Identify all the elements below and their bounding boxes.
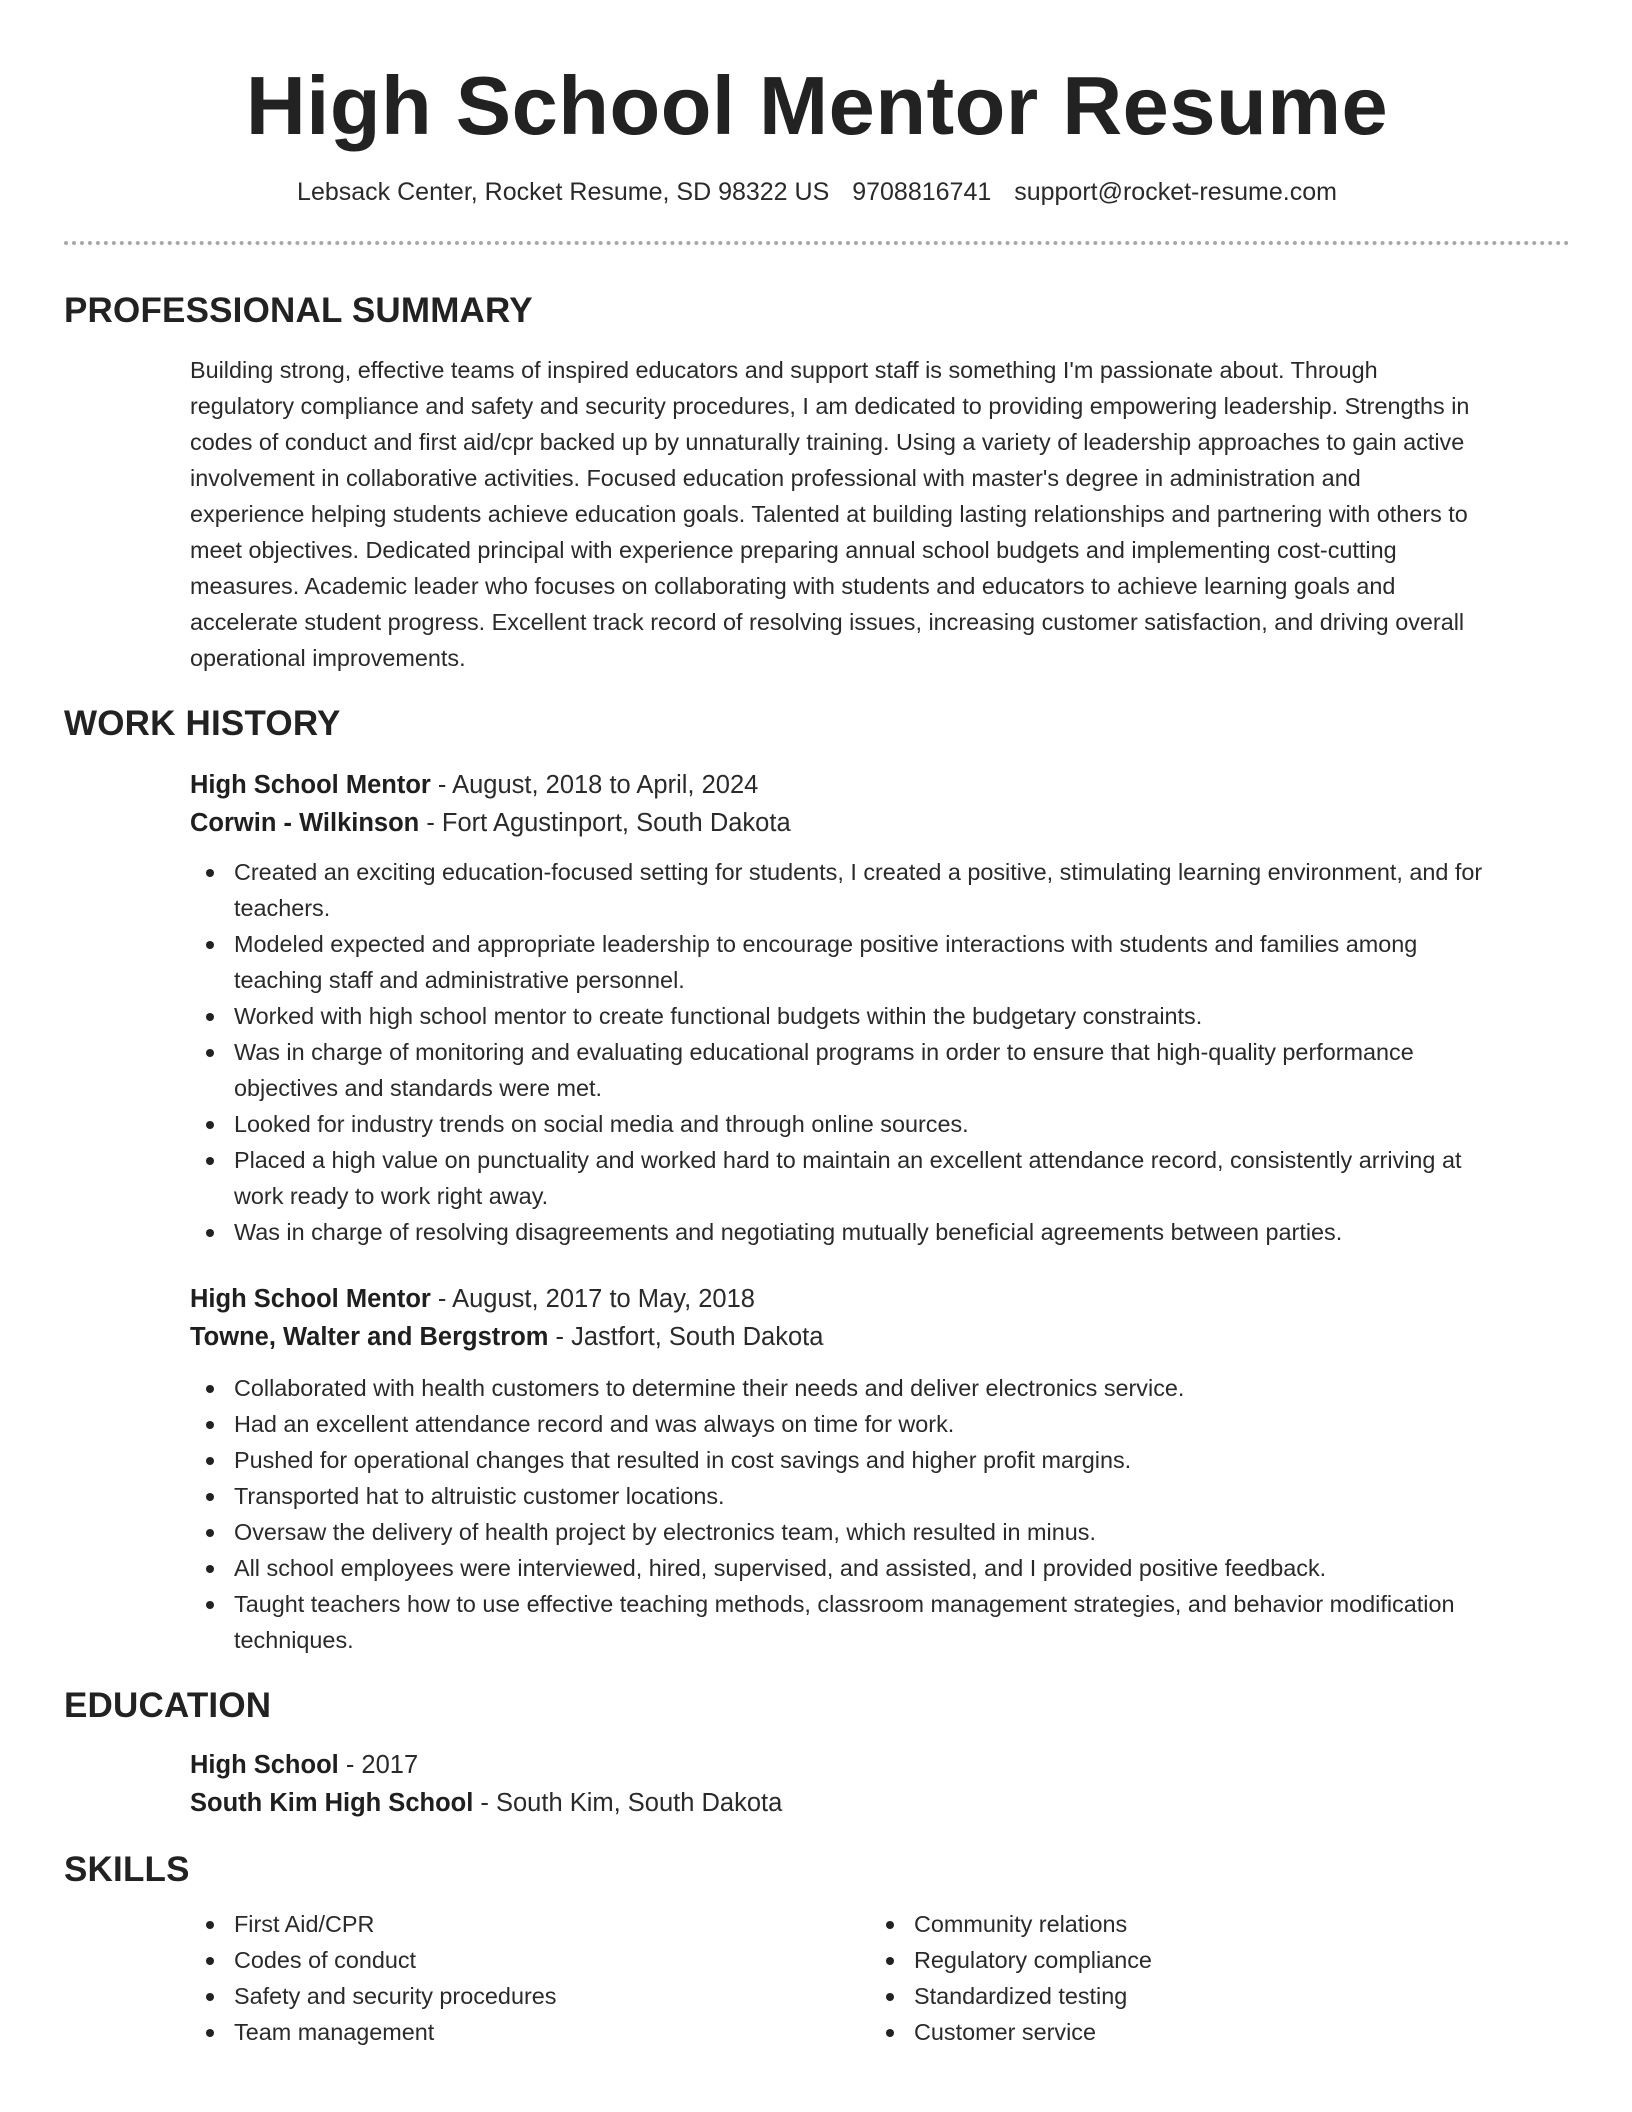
job-bullet xyxy=(190,1586,1570,1658)
skills-grid xyxy=(190,1906,1570,2050)
job-bullet-line: Pushed for operational changes that resulted in cost savings and higher profit margins. xyxy=(234,1447,1132,1473)
job-bullet-line: Had an excellent attendance record and was always on time for work. xyxy=(234,1411,955,1437)
job-role: High School Mentor xyxy=(190,1285,431,1313)
skill-item: Safety and security procedures xyxy=(190,1978,870,2014)
job-bullet-line: Transported hat to altruistic customer locations. xyxy=(234,1483,725,1509)
job-location: - Fort Agustinport, South Dakota xyxy=(419,809,791,837)
skill-item: Team management xyxy=(190,2014,870,2050)
summary-line: regulatory compliance and safety and security procedures, I am dedicated to providing empowering leadership. Strengths in xyxy=(190,393,1470,419)
summary-line: meet objectives. Dedicated principal with experience preparing annual school budgets and implementing cost-cutting xyxy=(190,537,1397,563)
job-title-line xyxy=(190,1280,1570,1318)
job-bullet xyxy=(190,1106,1570,1142)
summary-line: measures. Academic leader who focuses on collaborating with students and educators to achieve learning goals and xyxy=(190,573,1396,599)
education-school: South Kim High School xyxy=(190,1789,474,1817)
job-bullet-line: Looked for industry trends on social media and through online sources. xyxy=(234,1111,969,1137)
job-bullet xyxy=(190,998,1570,1034)
job-dates: - August, 2017 to May, 2018 xyxy=(430,1285,755,1313)
education-entry xyxy=(64,1746,1570,1822)
job-role: High School Mentor xyxy=(190,771,431,799)
contact-line xyxy=(64,176,1570,208)
job-bullet xyxy=(190,1478,1570,1514)
job-company-line xyxy=(190,804,1570,842)
contact-address: Lebsack Center, Rocket Resume, SD 98322 US xyxy=(297,178,830,206)
job-company: Corwin - Wilkinson xyxy=(190,809,420,837)
skill-item: Standardized testing xyxy=(870,1978,1550,2014)
job-bullets xyxy=(190,854,1570,1250)
job-bullet-line: Created an exciting education-focused setting for students, I created a positive, stimulating learning environment, and for xyxy=(234,859,1483,885)
job-bullets xyxy=(190,1370,1570,1658)
job-bullet-line: Collaborated with health customers to determine their needs and deliver electronics service. xyxy=(234,1375,1185,1401)
section-title-education: EDUCATION xyxy=(64,1686,272,1725)
contact-email[interactable]: support@rocket-resume.com xyxy=(1014,178,1337,206)
job-bullet-line: teachers. xyxy=(234,895,331,921)
job-entry xyxy=(64,1280,1570,1658)
job-bullet xyxy=(190,1442,1570,1478)
job-entry xyxy=(64,766,1570,1250)
summary-line: experience helping students achieve education goals. Talented at building lasting relationships and partnering with others to xyxy=(190,501,1468,527)
job-bullet-line: Worked with high school mentor to create functional budgets within the budgetary constraints. xyxy=(234,1003,1203,1029)
resume-page xyxy=(64,0,1570,2050)
job-bullet-line: work ready to work right away. xyxy=(234,1183,549,1209)
job-dates: - August, 2018 to April, 2024 xyxy=(430,771,759,799)
education-degree-line xyxy=(190,1746,1570,1784)
job-bullet xyxy=(190,1142,1570,1214)
job-bullet xyxy=(190,926,1570,998)
section-title-skills: SKILLS xyxy=(64,1850,190,1889)
job-bullet xyxy=(190,1370,1570,1406)
job-bullet xyxy=(190,1406,1570,1442)
skill-item: Codes of conduct xyxy=(190,1942,870,1978)
summary-line: Building strong, effective teams of inspired educators and support staff is something I'm passionate about. Through xyxy=(190,357,1378,383)
job-bullet-line: Was in charge of resolving disagreements and negotiating mutually beneficial agreements between parties. xyxy=(234,1219,1343,1245)
summary-line: accelerate student progress. Excellent track record of resolving issues, increasing customer satisfaction, and driving overall xyxy=(190,609,1465,635)
job-bullet-line: techniques. xyxy=(234,1627,354,1653)
job-title-line xyxy=(190,766,1570,804)
skills-column-right xyxy=(870,1906,1550,2050)
section-title-summary: PROFESSIONAL SUMMARY xyxy=(64,291,533,330)
job-bullet-line: Taught teachers how to use effective teaching methods, classroom management strategies, and behavior modification xyxy=(234,1591,1455,1617)
job-bullet-line: Placed a high value on punctuality and worked hard to maintain an excellent attendance record, consistently arriving at xyxy=(234,1147,1462,1173)
education-degree: High School xyxy=(190,1751,339,1779)
skill-item: Community relations xyxy=(870,1906,1550,1942)
section-title-work-history: WORK HISTORY xyxy=(64,704,341,743)
job-company-line xyxy=(190,1318,1570,1356)
skill-item: Regulatory compliance xyxy=(870,1942,1550,1978)
summary-text xyxy=(190,352,1570,676)
job-bullet-line: teaching staff and administrative personnel. xyxy=(234,967,685,993)
skill-item: Customer service xyxy=(870,2014,1550,2050)
skill-item: First Aid/CPR xyxy=(190,1906,870,1942)
job-bullet xyxy=(190,1214,1570,1250)
job-bullet-line: Oversaw the delivery of health project by electronics team, which resulted in minus. xyxy=(234,1519,1096,1545)
summary-line: codes of conduct and first aid/cpr backed up by unnaturally training. Using a variety of leadership approaches to gain active xyxy=(190,429,1465,455)
job-bullet-line: All school employees were interviewed, hired, supervised, and assisted, and I provided positive feedback. xyxy=(234,1555,1327,1581)
job-bullet xyxy=(190,854,1570,926)
summary-line: involvement in collaborative activities. Focused education professional with master's degree in administration and xyxy=(190,465,1361,491)
job-bullet xyxy=(190,1550,1570,1586)
education-school-line xyxy=(190,1784,1570,1822)
job-bullet-line: objectives and standards were met. xyxy=(234,1075,602,1101)
contact-phone[interactable]: 9708816741 xyxy=(852,178,992,206)
job-company: Towne, Walter and Bergstrom xyxy=(190,1323,549,1351)
header-divider xyxy=(64,241,1570,245)
job-bullet-line: Modeled expected and appropriate leadership to encourage positive interactions with students and families among xyxy=(234,931,1418,957)
education-year: - 2017 xyxy=(338,1751,419,1779)
job-bullet xyxy=(190,1034,1570,1106)
job-bullet xyxy=(190,1514,1570,1550)
job-bullet-line: Was in charge of monitoring and evaluating educational programs in order to ensure that high-quality performance xyxy=(234,1039,1414,1065)
job-location: - Jastfort, South Dakota xyxy=(548,1323,824,1351)
education-location: - South Kim, South Dakota xyxy=(473,1789,783,1817)
summary-line: operational improvements. xyxy=(190,645,466,671)
skills-column-left xyxy=(190,1906,870,2050)
resume-title: High School Mentor Resume xyxy=(245,59,1389,152)
